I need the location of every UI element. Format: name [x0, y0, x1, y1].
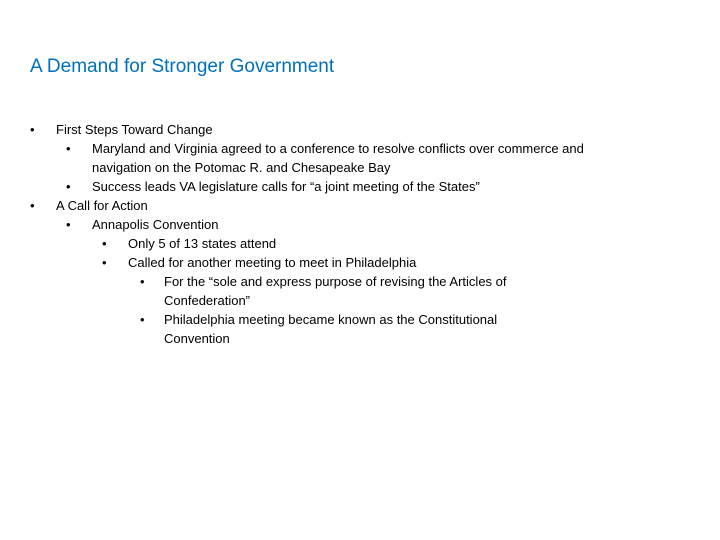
bullet-item [30, 120, 630, 139]
bullet-item [30, 253, 630, 272]
bullet-marker: • [30, 122, 35, 137]
bullet-item [30, 139, 630, 177]
slide-title: A Demand for Stronger Government [30, 56, 335, 77]
bullet-marker: • [140, 312, 145, 327]
bullet-marker: • [102, 236, 107, 251]
bullet-item [30, 272, 630, 310]
bullet-marker: • [66, 141, 71, 156]
bullet-item [30, 310, 630, 348]
bullet-text: First Steps Toward Change [56, 122, 213, 137]
bullet-marker: • [30, 198, 35, 213]
bullet-marker: • [66, 217, 71, 232]
bullet-item [30, 196, 630, 215]
bullet-text: Maryland and Virginia agreed to a conference to resolve conflicts over commerce and navigation on the Potomac R. and Chesapeake Bay [92, 141, 584, 175]
bullet-item [30, 177, 630, 196]
bullet-item [30, 234, 630, 253]
bullet-text: Success leads VA legislature calls for “a joint meeting of the States” [92, 179, 480, 194]
bullet-item [30, 215, 630, 234]
bullet-list [30, 120, 630, 348]
bullet-text: Philadelphia meeting became known as the Constitutional Convention [164, 312, 498, 346]
bullet-text: A Call for Action [56, 198, 148, 213]
bullet-marker: • [102, 255, 107, 270]
bullet-marker: • [66, 179, 71, 194]
bullet-text: Called for another meeting to meet in Philadelphia [128, 255, 417, 270]
bullet-text: Annapolis Convention [92, 217, 219, 232]
bullet-marker: • [140, 274, 145, 289]
bullet-text: For the “sole and express purpose of revising the Articles of Confederation” [164, 274, 507, 308]
bullet-text: Only 5 of 13 states attend [128, 236, 277, 251]
